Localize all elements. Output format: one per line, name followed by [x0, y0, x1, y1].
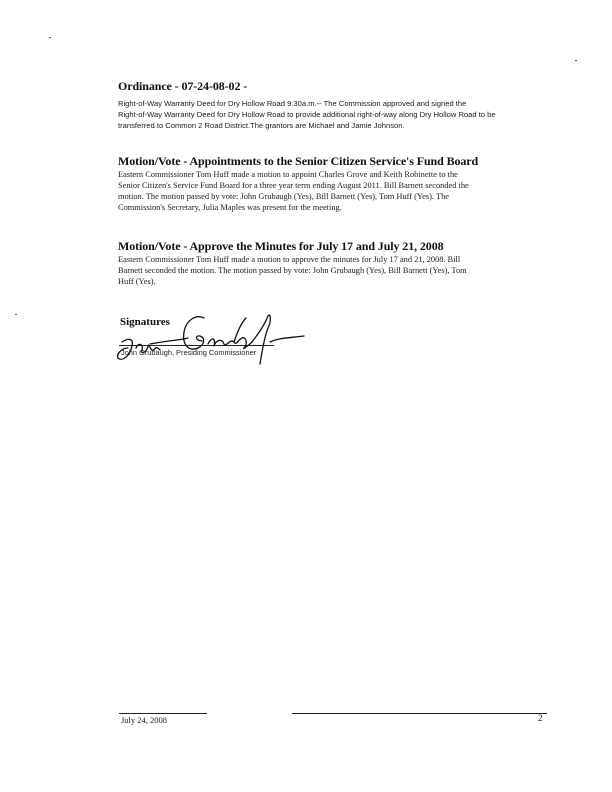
footer-date: July 24, 2008: [121, 715, 168, 725]
body-line: Barnett seconded the motion. The motion passed by vote: John Grubaugh (Yes), Bill Barnett (Yes), Tom: [118, 266, 467, 275]
page-number: 2: [538, 713, 543, 723]
scan-speck: [15, 314, 17, 315]
body-line: Eastern Commissioner Tom Huff made a motion to appoint Charles Grove and Keith Robinette to the: [118, 170, 458, 179]
section-heading: Ordinance - 07-24-08-02 -: [118, 79, 248, 93]
footer-rule: [119, 713, 207, 714]
signatures-heading: Signatures: [120, 316, 170, 328]
section-heading: Motion/Vote - Appointments to the Senior Citizen Service's Fund Board: [118, 154, 479, 168]
body-line: Commission's Secretary, Julia Maples was present for the meeting.: [118, 203, 342, 212]
scan-speck: [575, 60, 577, 61]
footer-rule: [292, 713, 547, 714]
signatory-name: John Grubaugh, Presiding Commissioner: [121, 348, 257, 357]
body-line: Senior Citizen's Service Fund Board for a three year term ending August 2011. Bill Barnett seconded the: [118, 181, 469, 190]
body-line: motion. The motion passed by vote: John Grubaugh (Yes), Bill Barnett (Yes), Tom Huff (Yes). The: [118, 192, 449, 201]
signature-line: [119, 345, 274, 346]
appointments-section: [118, 154, 518, 213]
ordinance-section: [118, 79, 518, 131]
minutes-section: [118, 239, 518, 287]
body-line: Huff (Yes).: [118, 277, 156, 286]
section-heading: Motion/Vote - Approve the Minutes for July 17 and July 21, 2008: [118, 239, 444, 253]
body-line: transferred to Common 2 Road District.The grantors are Michael and Jamie Johnson.: [118, 121, 405, 130]
handwritten-signature: [112, 308, 312, 372]
body-line: Right-of-Way Warranty Deed for Dry Hollow Road 9:30a.m.-- The Commission approved and signed the: [118, 99, 467, 108]
body-line: Eastern Commissioner Tom Huff made a motion to approve the minutes for July 17 and 21, 2008. Bill: [118, 255, 461, 264]
scan-speck: [49, 37, 51, 38]
body-line: Right-of-Way Warranty Deed for Dry Hollow Road to provide additional right-of-way along Dry Hollow Road to be: [118, 110, 496, 119]
